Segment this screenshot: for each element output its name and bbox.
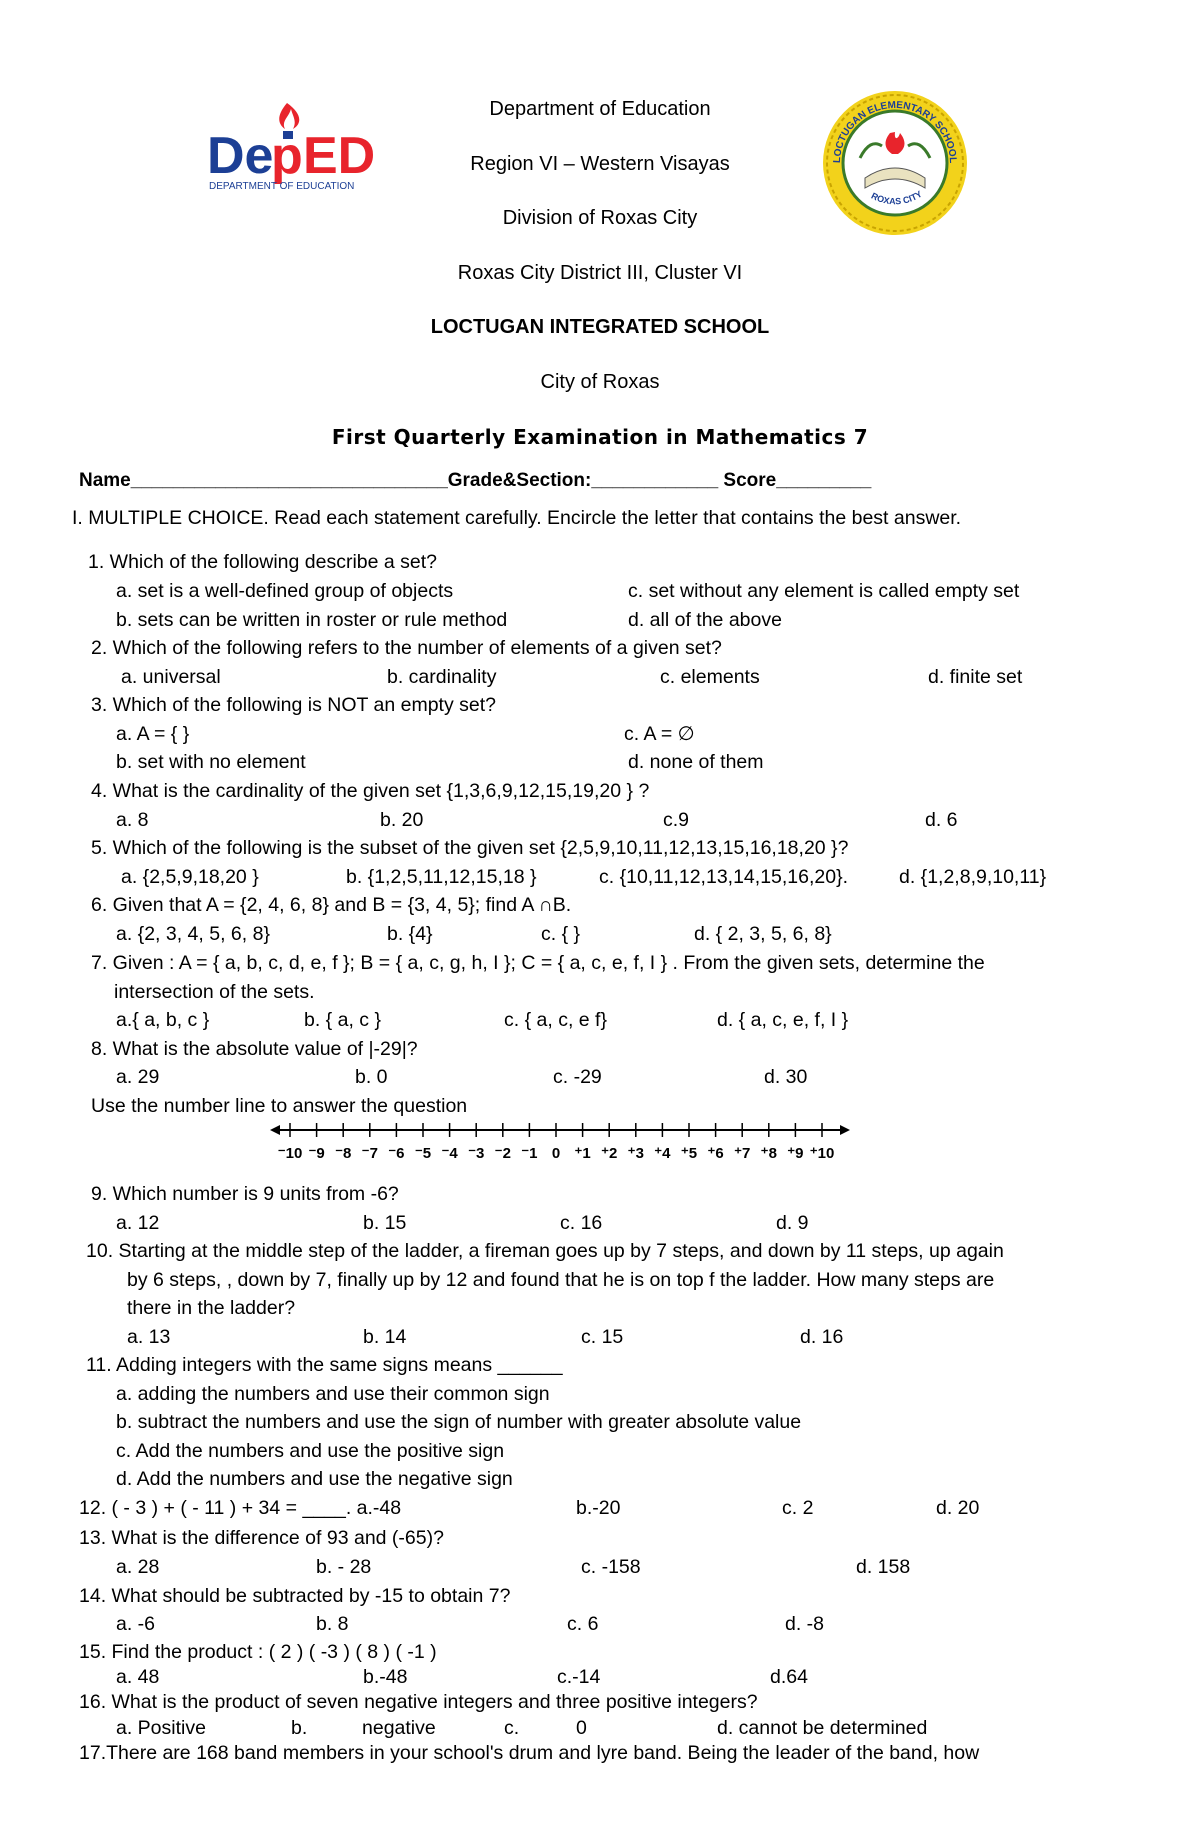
q13-choice-c[interactable]: c. -158 bbox=[581, 1556, 641, 1578]
seal-top-text: LOCTUGAN ELEMENTARY SCHOOL bbox=[831, 99, 959, 164]
q3-choice-b[interactable]: b. set with no element bbox=[116, 751, 306, 773]
q8-choice-c[interactable]: c. -29 bbox=[553, 1066, 602, 1088]
q13-choice-d[interactable]: d. 158 bbox=[856, 1556, 911, 1578]
number-line-label: ⁺10 bbox=[809, 1145, 835, 1162]
number-line-label: ⁻1 bbox=[521, 1145, 538, 1162]
q2-choice-b[interactable]: b. cardinality bbox=[387, 666, 497, 688]
q1-choice-b[interactable]: b. sets can be written in roster or rule method bbox=[116, 609, 508, 631]
q16-choice-b-letter[interactable]: b. bbox=[291, 1717, 308, 1739]
q15-choice-b[interactable]: b.-48 bbox=[363, 1666, 408, 1688]
q14-choice-d[interactable]: d. -8 bbox=[785, 1613, 825, 1635]
question-3: 3. Which of the following is NOT an empty set? bbox=[91, 694, 496, 716]
q14-choice-b[interactable]: b. 8 bbox=[316, 1613, 349, 1635]
q16-choice-a[interactable]: a. Positive bbox=[116, 1717, 206, 1739]
q10-choice-a[interactable]: a. 13 bbox=[127, 1326, 171, 1348]
number-line-left-arrow bbox=[270, 1125, 280, 1135]
q9-choice-c[interactable]: c. 16 bbox=[560, 1212, 603, 1234]
question-5: 5. Which of the following is the subset of the given set {2,5,9,10,11,12,13,15,16,18,20 }? bbox=[91, 837, 849, 859]
question-13: 13. What is the difference of 93 and (-65)? bbox=[79, 1527, 444, 1549]
number-line-label: ⁺8 bbox=[760, 1145, 777, 1162]
number-line-label: ⁺6 bbox=[707, 1145, 724, 1162]
number-line-label: 0 bbox=[551, 1145, 561, 1162]
question-14: 14. What should be subtracted by -15 to obtain 7? bbox=[79, 1585, 511, 1607]
header-district: Roxas City District III, Cluster VI bbox=[457, 262, 743, 284]
q9-choice-d[interactable]: d. 9 bbox=[776, 1212, 809, 1234]
q16-choice-c-text[interactable]: 0 bbox=[576, 1717, 587, 1739]
q7-choice-b[interactable]: b. { a, c } bbox=[304, 1009, 381, 1031]
question-10: 10. Starting at the middle step of the ladder, a fireman goes up by 7 steps, and down by 11 steps, up again bbox=[86, 1240, 1004, 1262]
number-line-label: ⁻3 bbox=[468, 1145, 485, 1162]
q16-choice-b-text[interactable]: negative bbox=[362, 1717, 436, 1739]
number-line-label: ⁻5 bbox=[414, 1145, 432, 1162]
question-7: 7. Given : A = { a, b, c, d, e, f }; B = { a, c, g, h, I }; C = { a, c, e, f, I } . From the given sets, determine the bbox=[91, 952, 985, 974]
school-seal-graphic bbox=[820, 88, 970, 238]
question-17: 17.There are 168 band members in your school's drum and lyre band. Being the leader of the band, how bbox=[79, 1742, 980, 1764]
student-info-fields[interactable]: Name______________________________Grade&Section:____________ Score_________ bbox=[79, 470, 872, 491]
number-line bbox=[270, 1120, 850, 1175]
q6-choice-c[interactable]: c. { } bbox=[541, 923, 581, 945]
q6-choice-d[interactable]: d. { 2, 3, 5, 6, 8} bbox=[694, 923, 832, 945]
q12-choice-b[interactable]: b.-20 bbox=[576, 1497, 621, 1519]
q2-choice-d[interactable]: d. finite set bbox=[928, 666, 1023, 688]
q5-choice-c[interactable]: c. {10,11,12,13,14,15,16,20}. bbox=[599, 866, 849, 888]
question-16: 16. What is the product of seven negative integers and three positive integers? bbox=[79, 1691, 758, 1713]
q3-choice-d[interactable]: d. none of them bbox=[628, 751, 764, 773]
q1-choice-d[interactable]: d. all of the above bbox=[628, 609, 782, 631]
number-line-label: ⁻8 bbox=[335, 1145, 352, 1162]
question-8: 8. What is the absolute value of |-29|? bbox=[91, 1038, 418, 1060]
number-line-label: ⁻6 bbox=[388, 1145, 405, 1162]
school-seal bbox=[820, 88, 970, 238]
q4-choice-b[interactable]: b. 20 bbox=[380, 809, 424, 831]
svg-text:ED: ED bbox=[303, 127, 376, 185]
question-1: 1. Which of the following describe a set? bbox=[88, 551, 438, 573]
q11-choice-d[interactable]: d. Add the numbers and use the negative sign bbox=[116, 1468, 513, 1490]
q2-choice-a[interactable]: a. universal bbox=[121, 666, 221, 688]
q2-choice-c[interactable]: c. elements bbox=[660, 666, 760, 688]
instructions: I. MULTIPLE CHOICE. Read each statement carefully. Encircle the letter that contains the best answer. bbox=[72, 507, 962, 529]
header-dept: Department of Education bbox=[489, 98, 711, 120]
question-15: 15. Find the product : ( 2 ) ( -3 ) ( 8 ) ( -1 ) bbox=[79, 1641, 437, 1663]
q11-choice-c[interactable]: c. Add the numbers and use the positive sign bbox=[116, 1440, 505, 1462]
number-line-label: ⁺2 bbox=[601, 1145, 618, 1162]
q9-choice-a[interactable]: a. 12 bbox=[116, 1212, 160, 1234]
svg-text:De: De bbox=[207, 127, 274, 185]
number-line-label: ⁺9 bbox=[787, 1145, 804, 1162]
number-line-label: ⁻4 bbox=[441, 1145, 458, 1162]
exam-title: First Quarterly Examination in Mathematics 7 bbox=[331, 425, 869, 449]
q4-choice-d[interactable]: d. 6 bbox=[925, 809, 958, 831]
q8-choice-a[interactable]: a. 29 bbox=[116, 1066, 160, 1088]
seal-bottom-text: ROXAS CITY bbox=[869, 188, 924, 207]
q16-choice-c-letter[interactable]: c. bbox=[504, 1717, 520, 1739]
q15-choice-c[interactable]: c.-14 bbox=[557, 1666, 601, 1688]
number-line-label: ⁻10 bbox=[277, 1145, 303, 1162]
number-line-label: ⁺1 bbox=[574, 1145, 591, 1162]
q14-choice-c[interactable]: c. 6 bbox=[567, 1613, 599, 1635]
q14-choice-a[interactable]: a. -6 bbox=[116, 1613, 156, 1635]
q1-choice-a[interactable]: a. set is a well-defined group of objects bbox=[116, 580, 454, 602]
q10-choice-c[interactable]: c. 15 bbox=[581, 1326, 624, 1348]
number-line-label: ⁻9 bbox=[308, 1145, 325, 1162]
q4-choice-a[interactable]: a. 8 bbox=[116, 809, 149, 831]
question-11: 11. Adding integers with the same signs means ______ bbox=[86, 1354, 563, 1376]
svg-text:p: p bbox=[271, 127, 303, 185]
number-line-label: ⁺4 bbox=[654, 1145, 671, 1162]
number-line-label: ⁻7 bbox=[361, 1145, 378, 1162]
q11-choice-a[interactable]: a. adding the numbers and use their common sign bbox=[116, 1383, 550, 1405]
q6-choice-a[interactable]: a. {2, 3, 4, 5, 6, 8} bbox=[116, 923, 270, 945]
school-name: LOCTUGAN INTEGRATED SCHOOL bbox=[430, 316, 770, 338]
q7-choice-d[interactable]: d. { a, c, e, f, I } bbox=[717, 1009, 849, 1031]
q8-choice-d[interactable]: d. 30 bbox=[764, 1066, 808, 1088]
number-line-label: ⁺5 bbox=[680, 1145, 698, 1162]
number-line-label: ⁻2 bbox=[494, 1145, 511, 1162]
q1-choice-c[interactable]: c. set without any element is called empty set bbox=[628, 580, 1020, 602]
q13-choice-a[interactable]: a. 28 bbox=[116, 1556, 160, 1578]
q12-choice-d[interactable]: d. 20 bbox=[936, 1497, 980, 1519]
question-10-cont2: there in the ladder? bbox=[127, 1297, 296, 1319]
number-line-right-arrow bbox=[840, 1125, 850, 1135]
header-region: Region VI – Western Visayas bbox=[470, 153, 730, 175]
q15-choice-d[interactable]: d.64 bbox=[770, 1666, 808, 1688]
q5-choice-b[interactable]: b. {1,2,5,11,12,15,18 } bbox=[346, 866, 537, 888]
question-12: 12. ( - 3 ) + ( - 11 ) + 34 = ____. a.-48 bbox=[79, 1497, 402, 1519]
q13-choice-b[interactable]: b. - 28 bbox=[316, 1556, 372, 1578]
question-6: 6. Given that A = {2, 4, 6, 8} and B = {3, 4, 5}; find A ∩B. bbox=[91, 894, 572, 916]
question-9: 9. Which number is 9 units from -6? bbox=[91, 1183, 399, 1205]
question-2: 2. Which of the following refers to the number of elements of a given set? bbox=[91, 637, 722, 659]
q11-choice-b[interactable]: b. subtract the numbers and use the sign of number with greater absolute value bbox=[116, 1411, 802, 1433]
number-line-label: ⁺7 bbox=[734, 1145, 751, 1162]
numberline-prompt: Use the number line to answer the question bbox=[91, 1095, 468, 1117]
q16-choice-d[interactable]: d. cannot be determined bbox=[717, 1717, 928, 1739]
q3-choice-c[interactable]: c. A = ∅ bbox=[624, 723, 695, 745]
header-city: City of Roxas bbox=[540, 371, 660, 393]
q12-choice-c[interactable]: c. 2 bbox=[782, 1497, 814, 1519]
q4-choice-c[interactable]: c.9 bbox=[663, 809, 690, 831]
q15-choice-a[interactable]: a. 48 bbox=[116, 1666, 160, 1688]
question-10-cont: by 6 steps, , down by 7, finally up by 12 and found that he is on top f the ladder. How many steps are bbox=[127, 1269, 995, 1291]
q7-choice-a[interactable]: a.{ a, b, c } bbox=[116, 1009, 210, 1031]
question-4: 4. What is the cardinality of the given set {1,3,6,9,12,15,19,20 } ? bbox=[91, 780, 650, 802]
question-7-cont: intersection of the sets. bbox=[114, 981, 315, 1003]
q5-choice-d[interactable]: d. {1,2,8,9,10,11} bbox=[899, 866, 1047, 888]
svg-text:DEPARTMENT OF EDUCATION: DEPARTMENT OF EDUCATION bbox=[209, 181, 355, 192]
q6-choice-b[interactable]: b. {4} bbox=[387, 923, 433, 945]
q3-choice-a[interactable]: a. A = { } bbox=[116, 723, 190, 745]
q10-choice-d[interactable]: d. 16 bbox=[800, 1326, 844, 1348]
q7-choice-c[interactable]: c. { a, c, e f} bbox=[504, 1009, 607, 1031]
q8-choice-b[interactable]: b. 0 bbox=[355, 1066, 388, 1088]
q10-choice-b[interactable]: b. 14 bbox=[363, 1326, 407, 1348]
q9-choice-b[interactable]: b. 15 bbox=[363, 1212, 407, 1234]
header-division: Division of Roxas City bbox=[502, 207, 698, 229]
number-line-graphic bbox=[270, 1120, 850, 1170]
q5-choice-a[interactable]: a. {2,5,9,18,20 } bbox=[121, 866, 259, 888]
number-line-label: ⁺3 bbox=[627, 1145, 644, 1162]
